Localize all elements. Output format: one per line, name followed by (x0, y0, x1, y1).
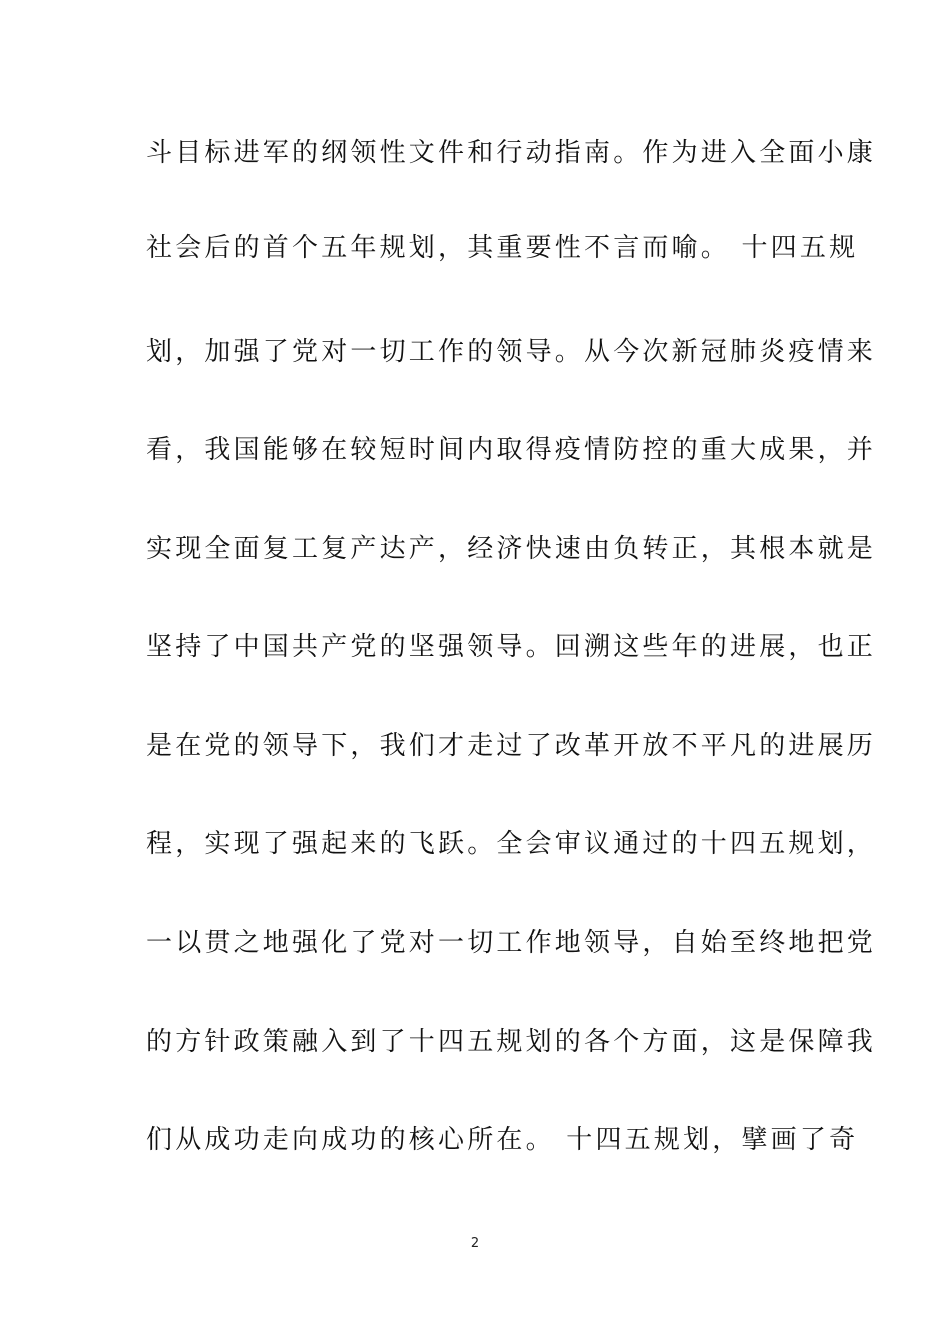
text-line-4: 看，我国能够在较短时间内取得疫情防控的重大成果，并 (146, 435, 877, 465)
page-number: 2 (470, 1236, 480, 1251)
text-line-9: 一以贯之地强化了党对一切工作地领导，自始至终地把党 (146, 928, 877, 958)
text-line-10: 的方针政策融入到了十四五规划的各个方面，这是保障我 (146, 1027, 877, 1057)
text-line-5: 实现全面复工复产达产，经济快速由负转正，其根本就是 (146, 534, 877, 564)
text-line-11: 们从成功走向成功的核心所在。 十四五规划，擘画了奇 (146, 1125, 859, 1155)
text-line-8: 程，实现了强起来的飞跃。全会审议通过的十四五规划， (146, 829, 877, 859)
text-line-6: 坚持了中国共产党的坚强领导。回溯这些年的进展，也正 (146, 632, 877, 662)
text-line-7: 是在党的领导下，我们才走过了改革开放不平凡的进展历 (146, 731, 877, 761)
text-line-1: 斗目标进军的纲领性文件和行动指南。作为进入全面小康 (146, 138, 877, 168)
text-line-2: 社会后的首个五年规划，其重要性不言而喻。 十四五规 (146, 233, 859, 263)
text-line-3: 划，加强了党对一切工作的领导。从今次新冠肺炎疫情来 (146, 337, 877, 367)
